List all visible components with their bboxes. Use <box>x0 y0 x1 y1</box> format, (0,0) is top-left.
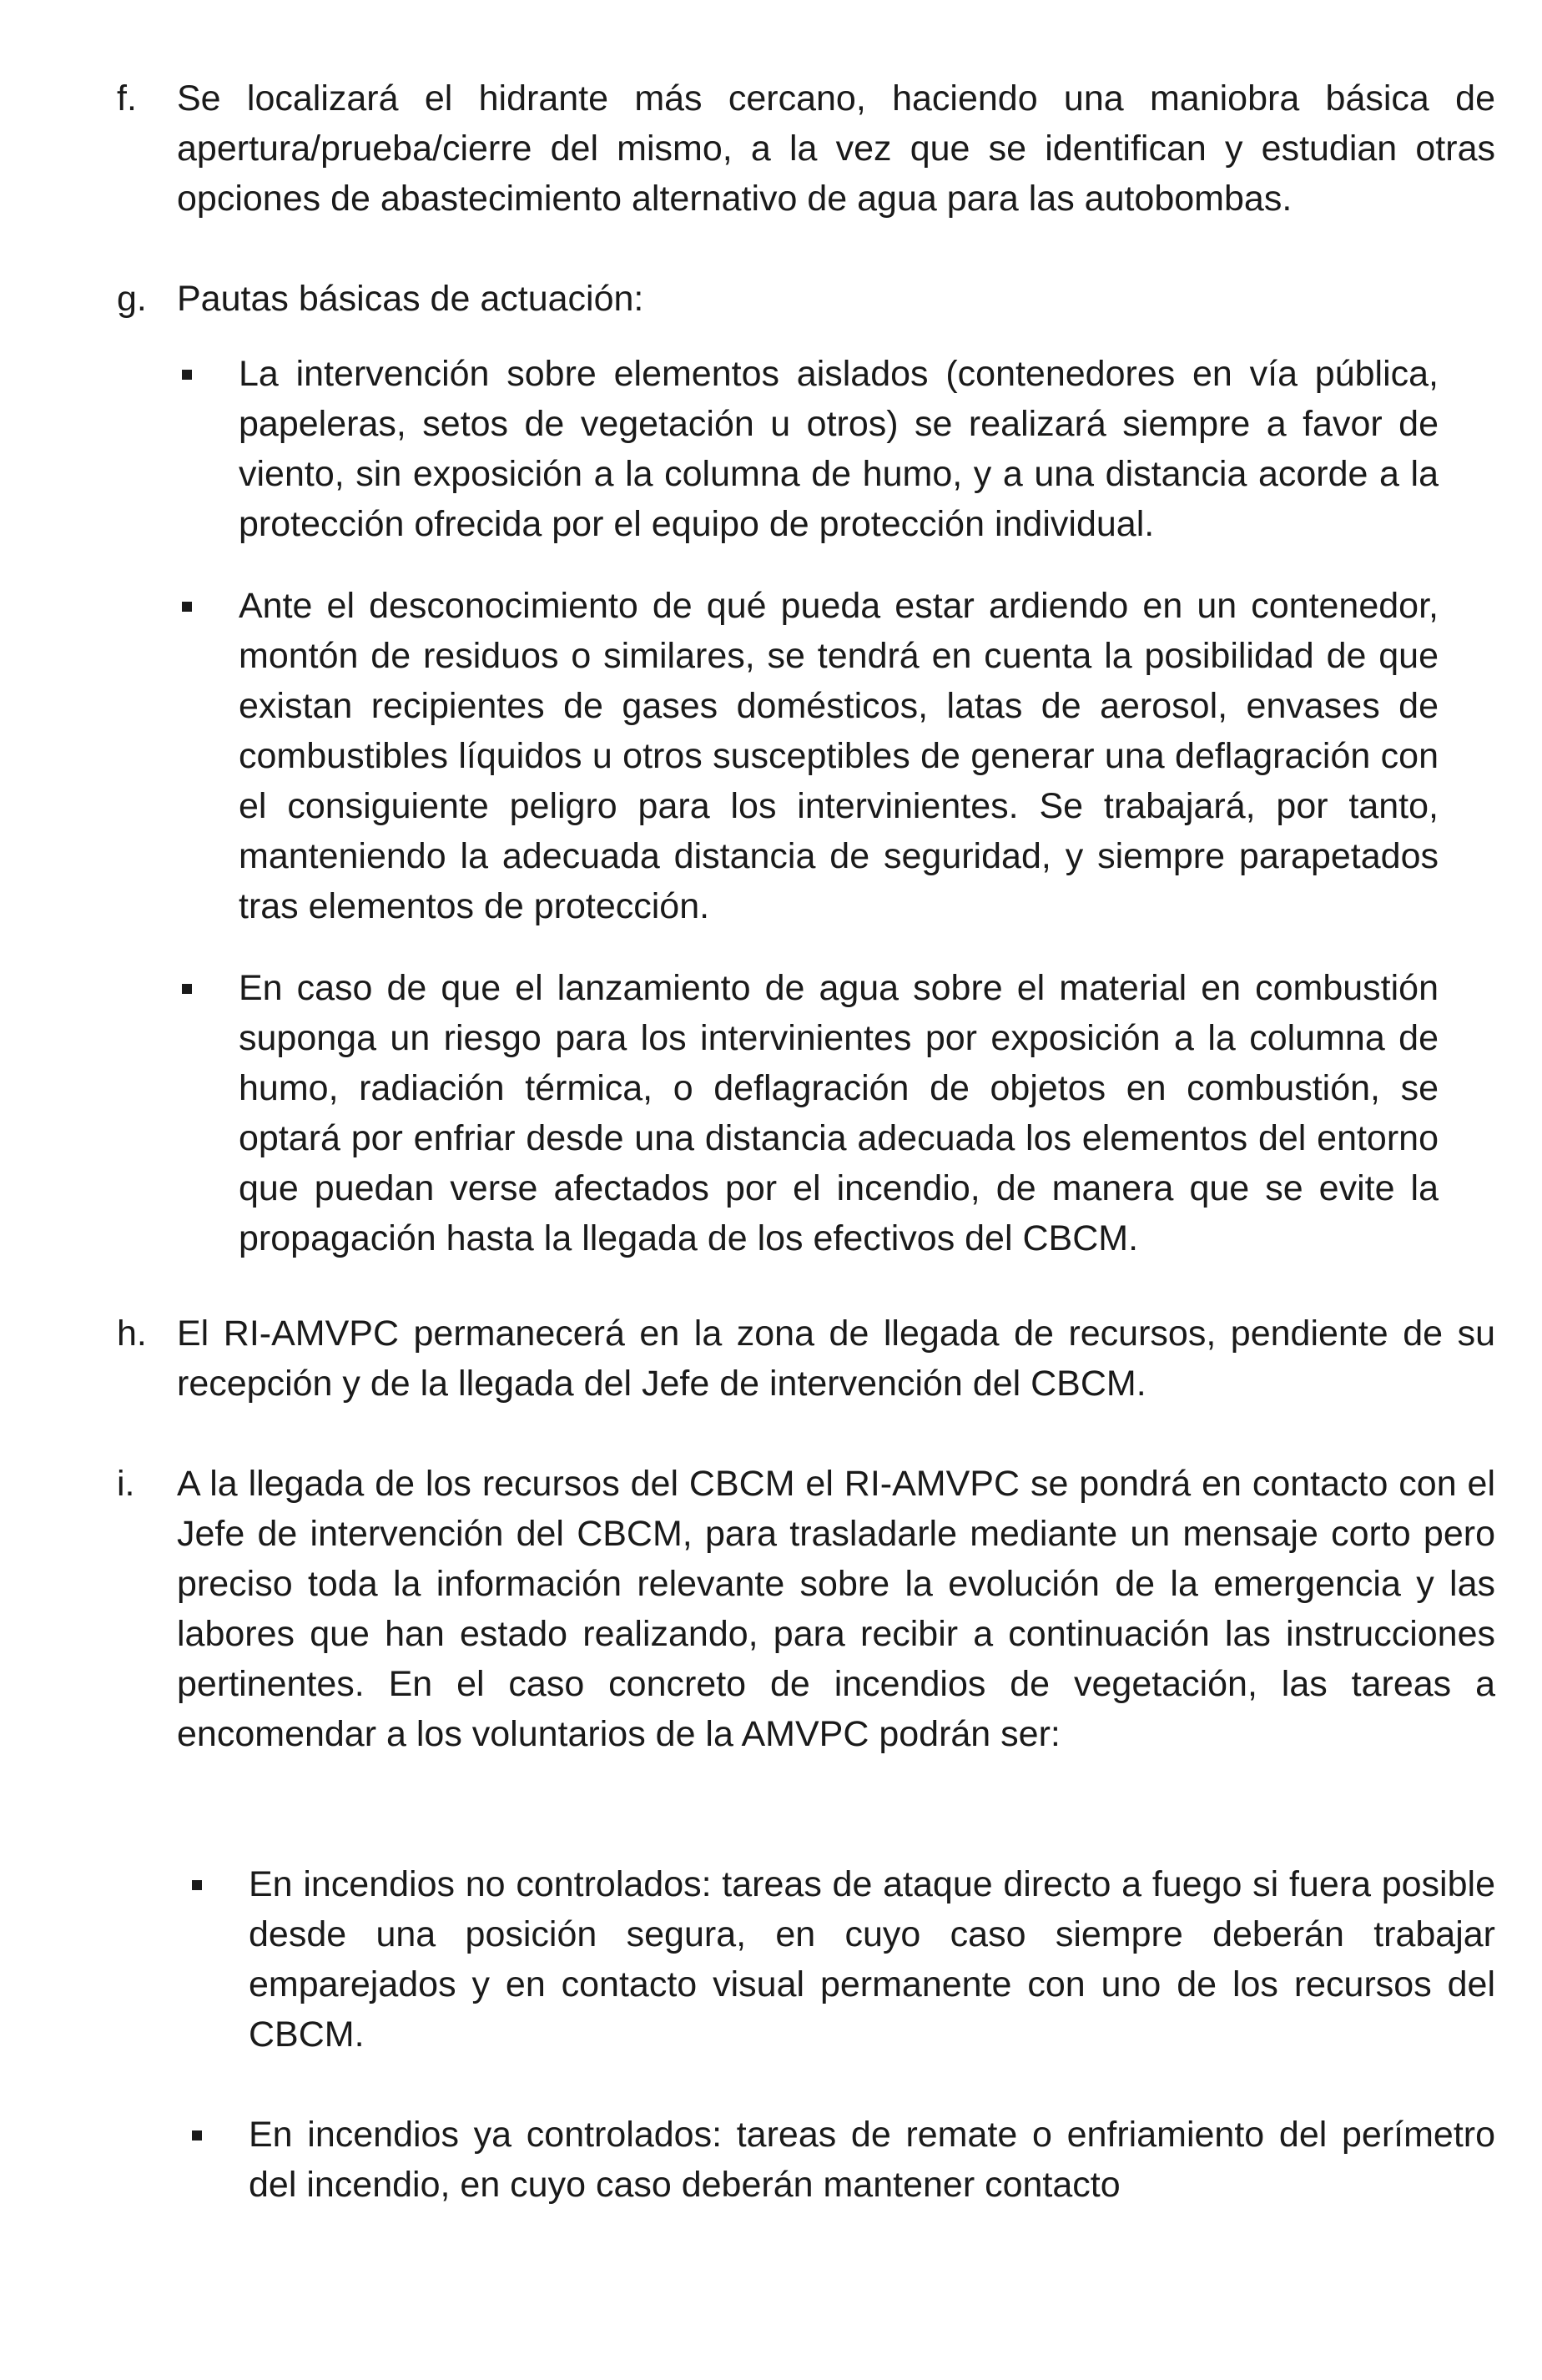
list-item-i <box>117 1459 1495 1759</box>
item-marker: i. <box>117 1464 135 1504</box>
bullet-item <box>179 581 1439 931</box>
bullet-item <box>179 349 1439 549</box>
item-text: El RI-AMVPC permanecerá en la zona de llegada de recursos, pendiente de su recepción y de la llegada del Jefe de intervención del CBCM. <box>177 1314 1495 1404</box>
bullet-item <box>189 1859 1495 2060</box>
square-bullet-icon <box>192 1880 202 1890</box>
bullet-list-i <box>189 1859 1495 2210</box>
list-item-g <box>117 274 1495 324</box>
item-marker: g. <box>117 279 147 319</box>
item-marker: h. <box>117 1314 147 1354</box>
bullet-text: Ante el desconocimiento de qué pueda estar ardiendo en un contenedor, montón de residuos o similares, se tendrá en cuenta la posibilidad de que existan recipientes de gases domésticos, latas de aerosol, envases de combustibles líquidos u otros susceptibles de generar una deflagración con el consiguiente peligro para los intervinientes. Se trabajará, por tanto, manteniendo la adecuada distancia de seguridad, y siempre parapetados tras elementos de protección. <box>239 586 1439 926</box>
item-text: Pautas básicas de actuación: <box>177 279 644 319</box>
bullet-item <box>179 963 1439 1263</box>
item-text: A la llegada de los recursos del CBCM el RI-AMVPC se pondrá en contacto con el Jefe de intervención del CBCM, para trasladarle mediante un mensaje corto pero preciso toda la información relevante sobre la evolución de la emergencia y las labores que han estado realizando, para recibir a continuación las instrucciones pertinentes. En el caso concreto de incendios de vegetación, las tareas a encomendar a los voluntarios de la AMVPC podrán ser: <box>177 1464 1495 1754</box>
list-item-f <box>117 73 1495 224</box>
bullet-list-g <box>179 349 1439 1263</box>
square-bullet-icon <box>182 984 192 994</box>
square-bullet-icon <box>182 602 192 612</box>
bullet-text: En incendios ya controlados: tareas de remate o enfriamiento del perímetro del incendio, en cuyo caso deberán mantener contacto <box>249 2115 1495 2205</box>
bullet-text: En caso de que el lanzamiento de agua sobre el material en combustión suponga un riesgo para los intervinientes por exposición a la columna de humo, radiación térmica, o deflagración de objetos en combustión, se optará por enfriar desde una distancia adecuada los elementos del entorno que puedan verse afectados por el incendio, de manera que se evite la propagación hasta la llegada de los efectivos del CBCM. <box>239 968 1439 1258</box>
bullet-text: La intervención sobre elementos aislados (contenedores en vía pública, papeleras, setos de vegetación u otros) se realizará siempre a favor de viento, sin exposición a la columna de humo, y a una distancia acorde a la protección ofrecida por el equipo de protección individual. <box>239 354 1439 544</box>
square-bullet-icon <box>182 370 192 380</box>
item-marker: f. <box>117 78 137 118</box>
square-bullet-icon <box>192 2130 202 2140</box>
item-text: Se localizará el hidrante más cercano, haciendo una maniobra básica de apertura/prueba/cierre del mismo, a la vez que se identifican y estudian otras opciones de abastecimiento alternativo de agua para las autobombas. <box>177 78 1495 219</box>
list-item-h <box>117 1308 1495 1409</box>
bullet-text: En incendios no controlados: tareas de ataque directo a fuego si fuera posible desde una posición segura, en cuyo caso siempre deberán trabajar emparejados y en contacto visual permanente con uno de los recursos del CBCM. <box>249 1864 1495 2055</box>
bullet-item <box>189 2110 1495 2210</box>
